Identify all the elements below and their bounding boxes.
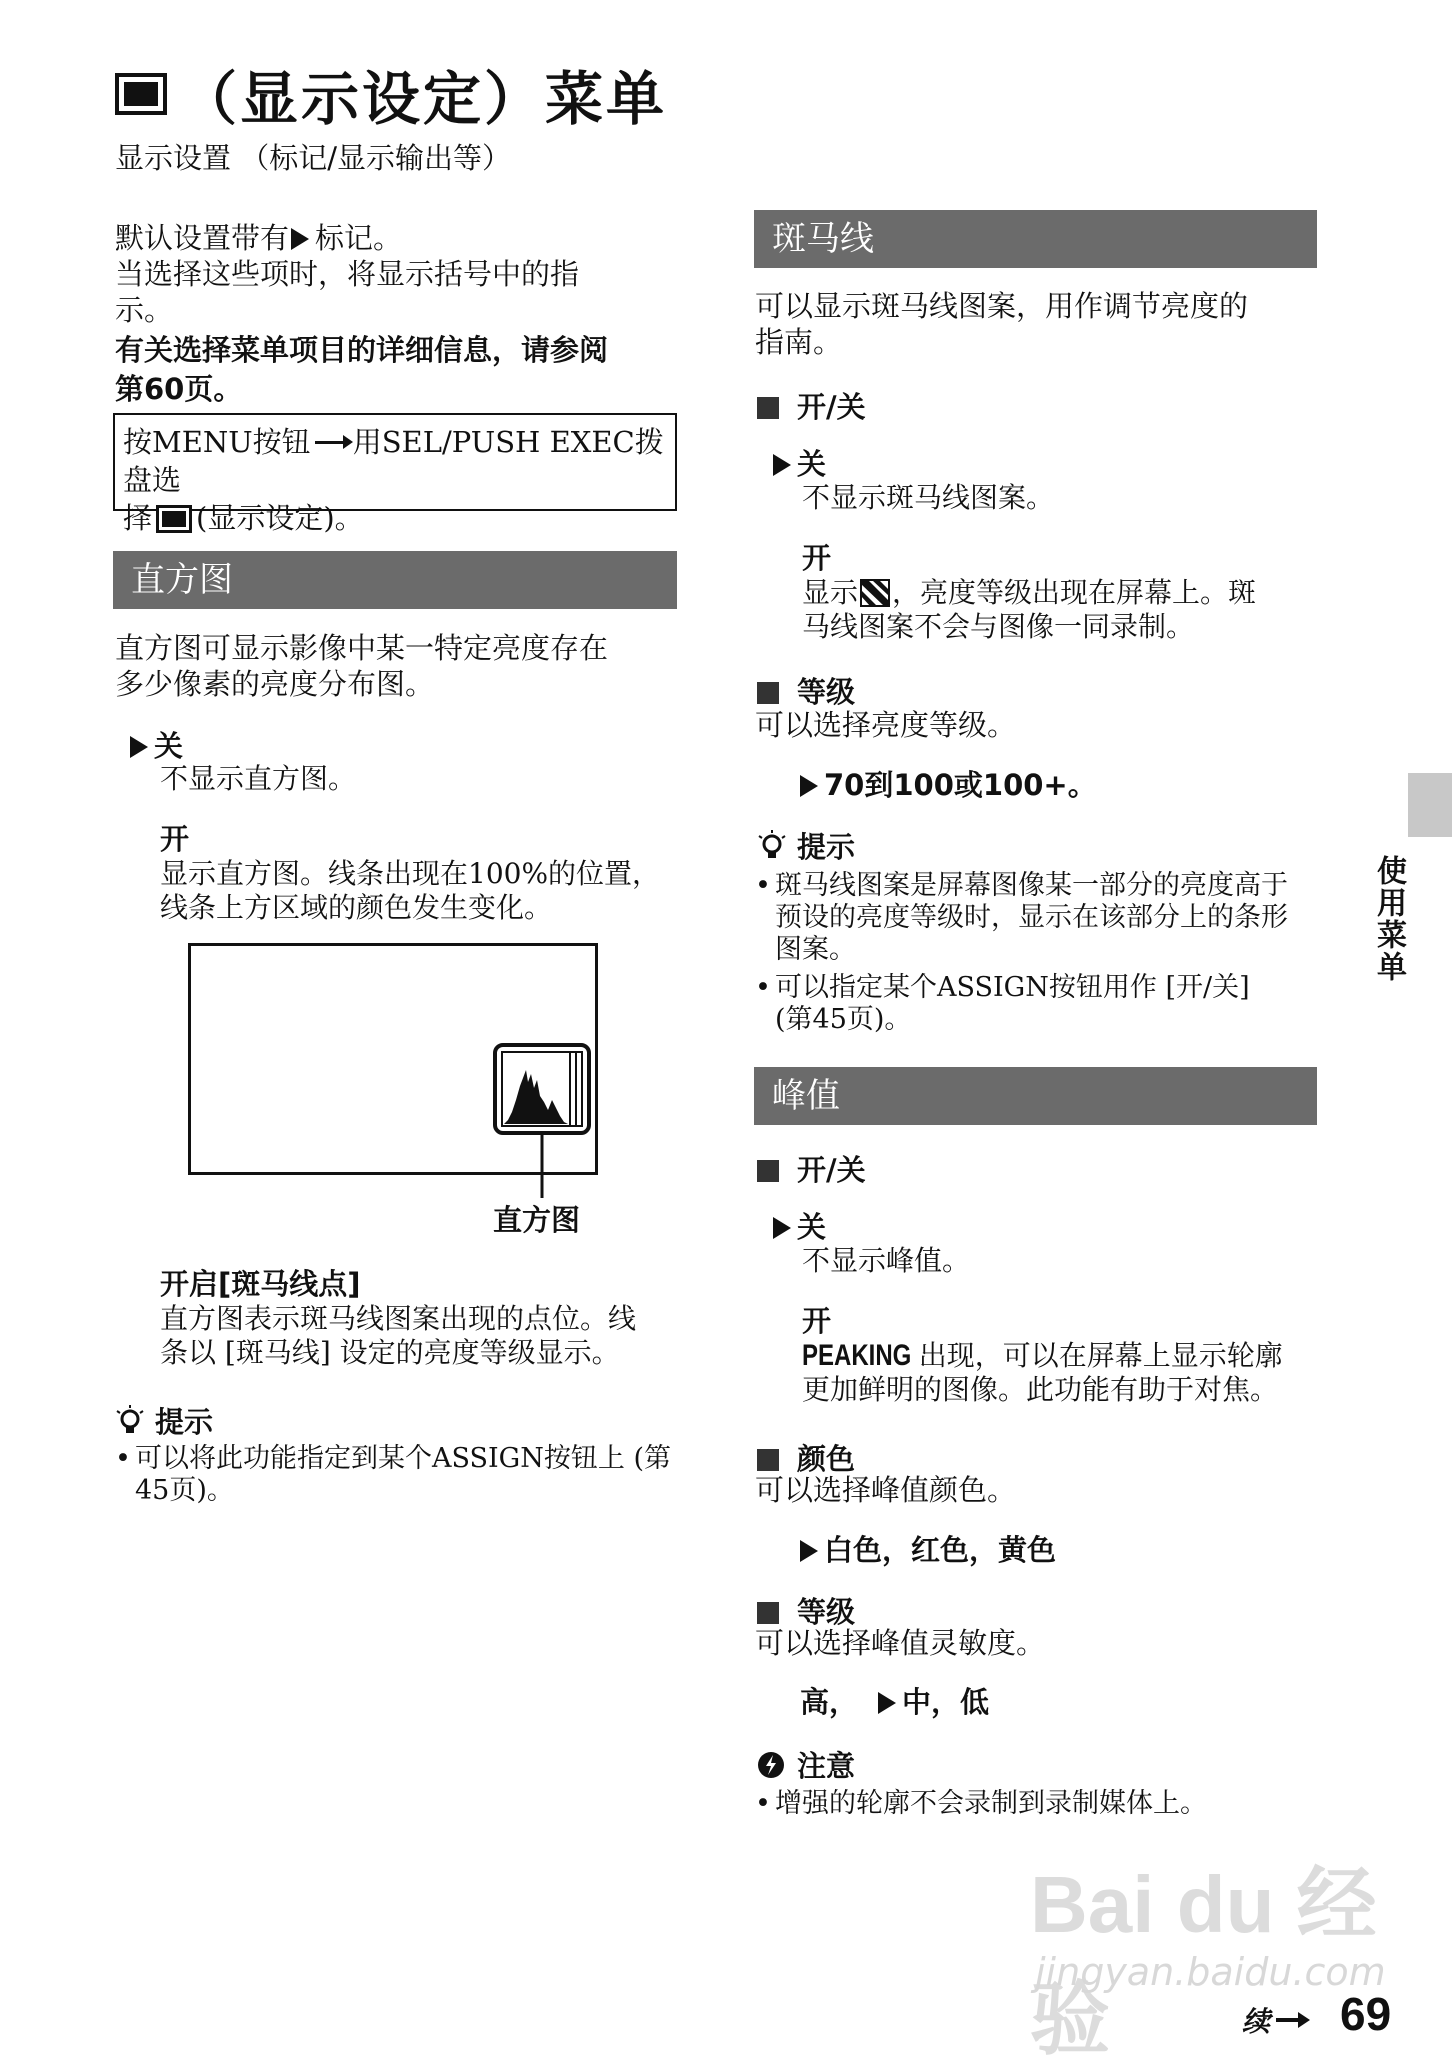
- zebra-tip1c: 图案。: [775, 934, 856, 965]
- zebra-off-option: [773, 442, 826, 483]
- lightbulb-icon: [757, 830, 787, 862]
- histogram-off-label: 关: [154, 729, 184, 763]
- zebra-tip-heading: [757, 825, 855, 866]
- histogram-zebra-label: 开启[斑马线点]: [160, 1267, 361, 1301]
- default-marker-icon: [773, 454, 791, 476]
- square-bullet-icon: [757, 1160, 779, 1182]
- display-settings-icon: [156, 505, 192, 533]
- zebra-desc1: 可以显示斑马线图案，用作调节亮度的: [755, 289, 1249, 323]
- peaking-level-rest: 中，低: [902, 1685, 990, 1719]
- section-histogram-header: 直方图: [113, 551, 677, 609]
- zebra-tip2a: 可以指定某个ASSIGN按钮用作 [开/关]: [775, 972, 1250, 1003]
- zebra-level-values: [800, 763, 1097, 804]
- default-marker-icon: [291, 228, 309, 250]
- histogram-desc1: 直方图可显示影像中某一特定亮度存在: [115, 631, 609, 665]
- square-bullet-icon: [757, 682, 779, 704]
- peaking-word: PEAKING: [802, 1339, 912, 1372]
- menu-box-line1: 按MENU按钮: [123, 425, 311, 459]
- histogram-desc: [115, 630, 675, 702]
- zebra-on-desc1a: 显示: [802, 576, 859, 609]
- intro-line3: 示。: [115, 293, 174, 327]
- intro-line1: 默认设置带有: [115, 221, 290, 255]
- histogram-tip-heading-text: 提示: [155, 1405, 214, 1439]
- arrow-right-icon: [315, 441, 349, 444]
- section-zebra-header: 斑马线: [754, 210, 1317, 268]
- page-subtitle: 显示设置 （标记/显示输出等）: [115, 141, 511, 175]
- peaking-color-values-text: 白色，红色，黄色: [824, 1533, 1057, 1567]
- peaking-onoff-text: 开/关: [797, 1153, 866, 1187]
- zebra-tip-heading-text: 提示: [797, 830, 856, 864]
- zebra-tip2b: (第45页)。: [775, 1004, 912, 1035]
- histogram-tip1a: 可以将此功能指定到某个ASSIGN按钮上 (第: [135, 1443, 671, 1474]
- zebra-tip-list: • 斑马线图案是屏幕图像某一部分的亮度高于 预设的亮度等级时，显示在该部分上的条形 图案。 • 可以指定某个ASSIGN按钮用作 [开/关] (第45页)。: [755, 870, 1325, 1036]
- baidu-watermark: Bai du 经验: [1030, 1860, 1377, 2064]
- histogram-off-desc: 不显示直方图。: [160, 762, 357, 795]
- default-marker-icon: [800, 775, 818, 797]
- peaking-note-list: • 增强的轮廓不会录制到录制媒体上。: [755, 1788, 1207, 1819]
- zebra-level-values-text: 70到100或100+。: [824, 768, 1097, 802]
- histogram-off-option: [130, 724, 183, 765]
- intro-line2: 当选择这些项时，将显示括号中的指: [115, 257, 580, 291]
- peaking-level-desc: 可以选择峰值灵敏度。: [755, 1626, 1046, 1660]
- histogram-on-desc1: 显示直方图。线条出现在100%的位置，: [160, 857, 661, 890]
- side-chapter-label: 使用菜单: [1371, 855, 1406, 983]
- histogram-on-desc2: 线条上方区域的颜色发生变化。: [160, 891, 553, 924]
- arrow-right-icon: [1276, 2010, 1312, 2030]
- peaking-color-desc: 可以选择峰值颜色。: [755, 1473, 1017, 1507]
- zebra-off-desc: 不显示斑马线图案。: [802, 481, 1055, 514]
- zebra-level-text: 等级: [797, 675, 856, 709]
- section-peaking-header: 峰值: [754, 1067, 1317, 1125]
- peaking-onoff-heading: [757, 1148, 866, 1189]
- intro-text: [115, 220, 675, 408]
- peaking-off-desc: 不显示峰值。: [802, 1244, 971, 1277]
- zebra-on-desc1b: ，亮度等级出现在屏幕上。斑: [892, 576, 1257, 609]
- peaking-level-values: [800, 1680, 989, 1721]
- zebra-desc: [755, 288, 1315, 360]
- zebra-on-label: 开: [802, 541, 832, 575]
- caution-icon: [757, 1751, 785, 1779]
- peaking-on-desc2: 更加鲜明的图像。此功能有助于对焦。: [802, 1373, 1279, 1406]
- zebra-level-desc: 可以选择亮度等级。: [755, 708, 1017, 742]
- histogram-tip1b: 45页)。: [135, 1475, 234, 1506]
- baidu-watermark-url: jingyan.baidu.com: [1035, 1950, 1386, 1994]
- square-bullet-icon: [757, 397, 779, 419]
- peaking-note-heading: [757, 1744, 855, 1785]
- zebra-onoff-heading: [757, 385, 866, 426]
- continue-indicator: [1242, 2000, 1312, 2040]
- menu-box-line2a: 择: [123, 501, 153, 535]
- lightbulb-icon: [115, 1405, 145, 1437]
- zebra-level-heading: [757, 670, 855, 711]
- histogram-zebra-desc1: 直方图表示斑马线图案出现的点位。线: [160, 1302, 637, 1335]
- histogram-tip-heading: [115, 1400, 213, 1441]
- histogram-on-desc: [160, 857, 680, 925]
- zebra-tip1a: 斑马线图案是屏幕图像某一部分的亮度高于: [775, 870, 1288, 901]
- peaking-on-label: 开: [802, 1304, 832, 1338]
- histogram-tip-list: • 可以将此功能指定到某个ASSIGN按钮上 (第 45页)。: [115, 1443, 685, 1507]
- zebra-onoff-text: 开/关: [797, 390, 866, 424]
- menu-box-line2b: (显示设定)。: [196, 501, 364, 535]
- intro-bold1: 有关选择菜单项目的详细信息，请参阅: [115, 333, 609, 367]
- page-number: 69: [1340, 1988, 1392, 2040]
- peaking-color-text: 颜色: [797, 1442, 856, 1476]
- peaking-note-heading-text: 注意: [797, 1749, 856, 1783]
- histogram-diagram-label: 直方图: [493, 1203, 581, 1237]
- histogram-on-label: 开: [160, 822, 190, 856]
- peaking-color-values: [800, 1528, 1056, 1569]
- zebra-tip1b: 预设的亮度等级时，显示在该部分上的条形: [775, 902, 1288, 933]
- histogram-zebra-desc: [160, 1302, 680, 1370]
- default-marker-icon: [773, 1217, 791, 1239]
- peaking-note1: 增强的轮廓不会录制到录制媒体上。: [775, 1788, 1207, 1819]
- square-bullet-icon: [757, 1602, 779, 1624]
- square-bullet-icon: [757, 1449, 779, 1471]
- continue-label: 续: [1242, 2005, 1271, 2038]
- peaking-level-text: 等级: [797, 1595, 856, 1629]
- menu-instruction-box: [113, 413, 677, 535]
- intro-bold2: 第60页。: [115, 372, 243, 406]
- menu-box-line1b: 用SEL/PUSH EXEC拨盘选: [123, 425, 664, 497]
- page-title-text: （显示设定）菜单: [179, 65, 668, 133]
- zebra-icon: [860, 579, 890, 607]
- side-tab-marker: [1408, 773, 1452, 837]
- intro-line1-after: 标记。: [315, 221, 403, 255]
- peaking-on-desc1: 出现，可以在屏幕上显示轮廓: [918, 1339, 1283, 1372]
- display-settings-icon: [115, 73, 167, 115]
- zebra-on-desc2: 马线图案不会与图像一同录制。: [802, 610, 1195, 643]
- peaking-off-option: [773, 1205, 826, 1246]
- zebra-desc2: 指南。: [755, 325, 843, 359]
- peaking-on-desc: [802, 1339, 1322, 1407]
- zebra-off-label: 关: [797, 447, 827, 481]
- histogram-desc2: 多少像素的亮度分布图。: [115, 667, 435, 701]
- zebra-on-desc: [802, 576, 1322, 644]
- page-title: [115, 52, 667, 136]
- histogram-zebra-desc2: 条以 [斑马线] 设定的亮度等级显示。: [160, 1336, 620, 1369]
- default-marker-icon: [130, 736, 148, 758]
- peaking-level-high: 高，: [800, 1685, 859, 1719]
- default-marker-icon: [878, 1692, 896, 1714]
- default-marker-icon: [800, 1540, 818, 1562]
- peaking-off-label: 关: [797, 1210, 827, 1244]
